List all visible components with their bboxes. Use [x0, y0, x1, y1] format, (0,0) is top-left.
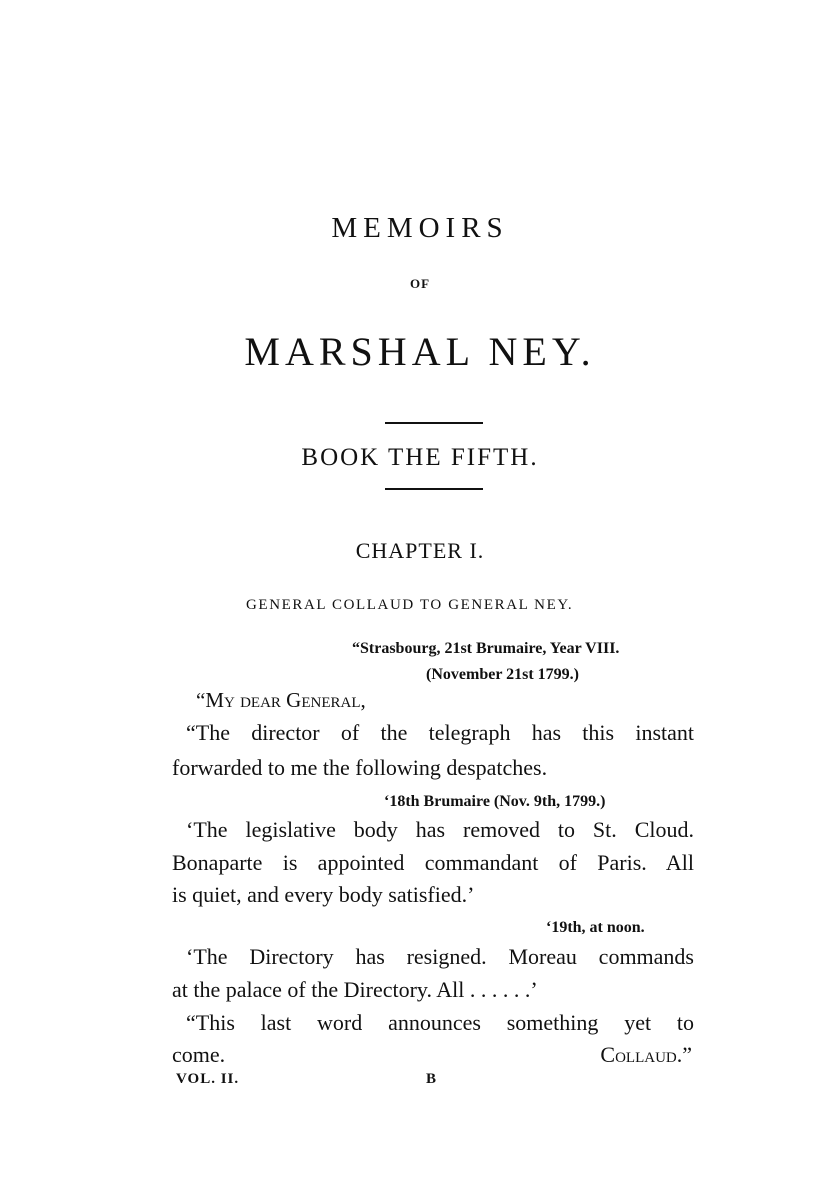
memoir-title: MEMOIRS	[331, 212, 509, 244]
body-line: is quiet, and every body satisfied.’	[172, 882, 475, 907]
body-line: Bonaparte is appointed commandant of Paris. All	[172, 850, 694, 875]
letter-signature: Collaud.”	[600, 1042, 692, 1067]
letter-dateline-date: (November 21st 1799.)	[426, 666, 580, 683]
title-connector: OF	[409, 276, 431, 291]
body-line: “The director of the telegraph has this instant	[186, 720, 694, 745]
letter-salutation: “My dear General,	[196, 688, 366, 712]
body-line: ‘The legislative body has removed to St. Cloud.	[186, 817, 694, 842]
divider-rule	[385, 422, 483, 424]
divider-rule	[385, 488, 483, 490]
body-line: come.	[172, 1042, 226, 1067]
body-line: at the palace of the Directory. All . . . . . .’	[172, 977, 538, 1002]
memoir-subject: MARSHAL NEY.	[244, 329, 596, 374]
body-line: “This last word announces something yet to	[186, 1010, 694, 1035]
signature-mark: B	[426, 1071, 438, 1087]
body-line: forwarded to me the following despatches.	[172, 755, 548, 780]
despatch-date: ‘19th, at noon.	[546, 919, 645, 936]
despatch-date: ‘18th Brumaire (Nov. 9th, 1799.)	[384, 793, 606, 810]
letter-dateline: “Strasbourg, 21st Brumaire, Year VIII.	[352, 640, 620, 657]
body-line: ‘The Directory has resigned. Moreau commands	[186, 944, 694, 969]
book-heading: BOOK THE FIFTH.	[301, 444, 539, 471]
letter-heading: GENERAL COLLAUD TO GENERAL NEY.	[246, 597, 574, 613]
chapter-heading: CHAPTER I.	[355, 538, 485, 563]
volume-marker: VOL. II.	[176, 1071, 240, 1087]
